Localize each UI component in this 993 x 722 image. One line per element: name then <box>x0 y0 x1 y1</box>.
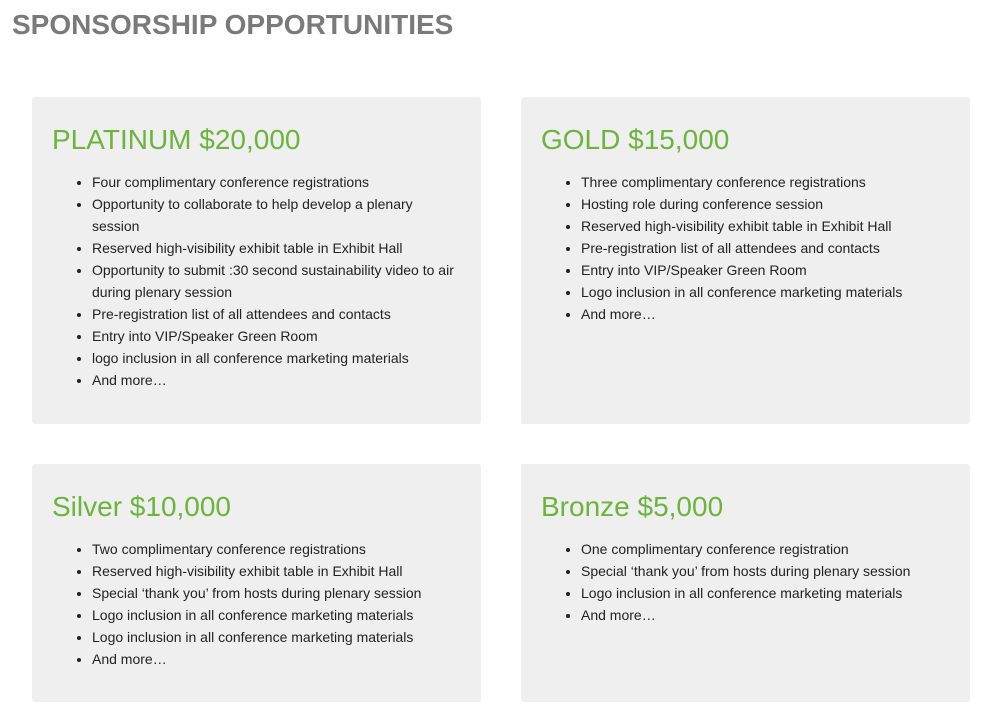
benefit-item: • And more… <box>92 648 461 670</box>
benefit-item: • Logo inclusion in all conference marketing materials <box>92 626 461 648</box>
benefit-item: • Special ‘thank you’ from hosts during plenary session <box>581 560 950 582</box>
tier-title: GOLD $15,000 <box>541 124 730 155</box>
benefit-item: • Two complimentary conference registrations <box>92 538 461 560</box>
tier-title: Silver $10,000 <box>52 491 232 522</box>
benefit-item: • Reserved high-visibility exhibit table in Exhibit Hall <box>92 560 461 582</box>
tier-card-bronze <box>521 464 970 702</box>
benefit-item: • And more… <box>581 604 950 626</box>
benefit-item: • And more… <box>92 369 461 391</box>
benefit-item: • Special ‘thank you’ from hosts during plenary session <box>92 582 461 604</box>
benefit-list <box>541 171 950 325</box>
benefit-list <box>52 171 461 391</box>
benefit-item: • Entry into VIP/Speaker Green Room <box>92 325 461 347</box>
benefit-item: • Three complimentary conference registrations <box>581 171 950 193</box>
tier-card-platinum <box>32 97 481 424</box>
benefit-item: • Hosting role during conference session <box>581 193 950 215</box>
tier-title: PLATINUM $20,000 <box>52 124 301 155</box>
benefit-item: • Logo inclusion in all conference marketing materials <box>581 582 950 604</box>
tier-card-gold <box>521 97 970 424</box>
benefit-item: • Logo inclusion in all conference marketing materials <box>92 604 461 626</box>
benefit-item: • logo inclusion in all conference marketing materials <box>92 347 461 369</box>
tier-card-silver <box>32 464 481 702</box>
benefit-item: • Pre-registration list of all attendees and contacts <box>92 303 461 325</box>
benefit-item: • And more… <box>581 303 950 325</box>
benefit-item: • Reserved high-visibility exhibit table in Exhibit Hall <box>92 237 461 259</box>
benefit-item: • Entry into VIP/Speaker Green Room <box>581 259 950 281</box>
benefit-list <box>541 538 950 626</box>
benefit-item: • Reserved high-visibility exhibit table in Exhibit Hall <box>581 215 950 237</box>
benefit-item: • Pre-registration list of all attendees and contacts <box>581 237 950 259</box>
benefit-item: • Opportunity to submit :30 second sustainability video to air during plenary session <box>92 259 461 303</box>
benefit-item: • Four complimentary conference registrations <box>92 171 461 193</box>
page-title: SPONSORSHIP OPPORTUNITIES <box>12 9 454 40</box>
benefit-item: • Logo inclusion in all conference marketing materials <box>581 281 950 303</box>
benefit-item: • Opportunity to collaborate to help develop a plenary session <box>92 193 461 237</box>
tier-title: Bronze $5,000 <box>541 491 724 522</box>
benefit-list <box>52 538 461 670</box>
benefit-item: • One complimentary conference registration <box>581 538 950 560</box>
